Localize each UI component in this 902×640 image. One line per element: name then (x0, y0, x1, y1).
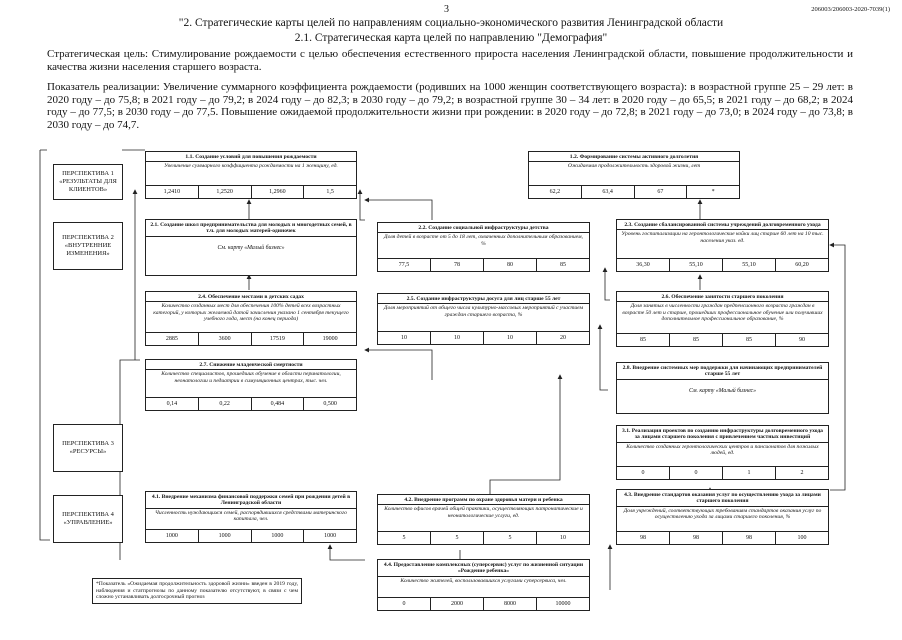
goal-title: 2.8. Внедрение системных мер поддержки для начинающих предпринимателей старше 55 лет (622, 365, 823, 378)
goal-value: 2 (775, 467, 828, 479)
goal-indicator: Количество специалистов, прошедших обучение в области перинатологии, неонатологии и педиатрии в симуляционных центрах, тыс. чел. (146, 369, 356, 385)
goal-box-1-1 (145, 151, 357, 199)
goal-value: 85 (722, 334, 775, 346)
goal-box-4-1 (145, 491, 357, 543)
perspective-2-label: ПЕРСПЕКТИВА 2 «ВНУТРЕННИЕ ИЗМЕНЕНИЯ» (53, 222, 123, 270)
goal-title: 1.2. Формирование системы активного долголетия (569, 154, 699, 160)
goal-value: 0 (402, 601, 406, 607)
goal-value: 10 (401, 335, 407, 341)
goal-box-4-3 (616, 489, 829, 545)
goal-value: 98 (669, 532, 722, 544)
goal-value: 1,2520 (198, 186, 251, 198)
goal-values (146, 529, 356, 542)
goal-indicator: Доля занятых в численности граждан предпенсионного возраста граждан в возрасте 50 лет и старше, прошедших профессиональное обучение или получивших дополнительное профессиональное образование, % (617, 301, 828, 323)
goal-values (617, 258, 828, 271)
goal-value: 1000 (251, 530, 304, 542)
goal-value: 19000 (303, 333, 356, 345)
goal-indicator: Количество жителей, воспользовавшихся услугами суперсервиса, чел. (378, 576, 589, 585)
goal-value: 20 (536, 332, 589, 344)
goal-value: 0 (669, 467, 722, 479)
perspective-1-label: ПЕРСПЕКТИВА 1 «РЕЗУЛЬТАТЫ ДЛЯ КЛИЕНТОВ» (53, 164, 123, 200)
goal-value: 55,10 (669, 259, 722, 271)
perspective-4-label: ПЕРСПЕКТИВА 4 «УПРАВЛЕНИЕ» (53, 495, 123, 543)
goal-value: 2885 (165, 336, 178, 342)
subsection-title: 2.1. Стратегическая карта целей по направлению "Демография" (294, 32, 608, 44)
goal-reference-note: См. карту «Малый бизнес» (617, 379, 828, 397)
goal-value: 0,22 (198, 398, 251, 410)
goal-values (378, 258, 589, 271)
goal-values (617, 531, 828, 544)
goal-value: 63,4 (581, 186, 634, 198)
goal-indicator: Доля детей в возрасте от 5 до 18 лет, охваченных дополнительным образованием, % (378, 232, 589, 248)
section-title: "2. Стратегические карты целей по направлениям социально-экономического развития Ленинградской области (178, 17, 724, 29)
goal-value: 60,20 (775, 259, 828, 271)
goal-title: 1.1. Создание условий для повышения рождаемости (185, 154, 317, 160)
goal-values (378, 531, 589, 544)
goal-value: 90 (775, 334, 828, 346)
goal-value: 0 (641, 470, 645, 476)
goal-title: 4.3. Внедрение стандартов оказания услуг по осуществлению ухода за лицами старшего поколения (624, 492, 821, 505)
goal-indicator: Количество созданных мест для обеспечения 100% детей всех возрастных категорий, у которых желаемой датой зачисления указано 1 сентября текущего учебного года, мест (на конец периода) (146, 301, 356, 323)
goal-value: 1000 (165, 533, 178, 539)
goal-value: 100 (775, 532, 828, 544)
goal-indicator: Увеличение суммарного коэффициента рождаемости на 1 женщину, ед. (146, 161, 356, 170)
goal-title: 2.4. Обеспечение местами в детских садах (198, 294, 304, 300)
page-number: 3 (444, 4, 449, 15)
goal-value: 80 (483, 259, 536, 271)
goal-value: 10000 (536, 598, 589, 610)
goal-value: 85 (669, 334, 722, 346)
goal-title: 3.1. Реализация проектов по созданию инфраструктуры долговременного ухода за лицами старшего поколения с привлечением частных инвестиций (622, 428, 823, 441)
goal-indicator: Ожидаемая продолжительность здоровой жизни, лет (529, 161, 739, 170)
goal-box-4-2 (377, 494, 590, 545)
goal-value: 1000 (303, 530, 356, 542)
goal-value: 78 (430, 259, 483, 271)
goal-value: 1 (722, 467, 775, 479)
goal-value: 98 (722, 532, 775, 544)
goal-title: 2.7. Снижение младенческой смертности (199, 362, 303, 368)
goal-value: 5 (402, 535, 406, 541)
goal-values (378, 597, 589, 610)
goal-value: 85 (536, 259, 589, 271)
goal-value: 1,2960 (251, 186, 304, 198)
goal-box-2-4 (145, 291, 357, 346)
goal-title: 4.4. Предоставление комплексных (суперсервис) услуг по жизненной ситуации «Рождение ребенка» (383, 562, 584, 575)
goal-box-1-2 (528, 151, 740, 199)
goal-values (617, 333, 828, 346)
goal-indicator: Уровень госпитализации на геронтологические койки лиц старше 60 лет на 10 тыс. населения указ. ед. (617, 229, 828, 245)
goal-values (146, 397, 356, 410)
goal-value: 10 (430, 332, 483, 344)
goal-box-2-5 (377, 293, 590, 345)
goal-value: 3600 (198, 333, 251, 345)
goal-title: 2.5. Создание инфраструктуры досуга для лиц старше 55 лет (406, 296, 561, 302)
goal-value: 1,2410 (163, 189, 181, 195)
goal-value: 1000 (198, 530, 251, 542)
goal-title: 2.2. Создание социальной инфраструктуры детства (418, 225, 549, 231)
strategic-goal: Стратегическая цель: Стимулирование рождаемости с целью обеспечения естественного прироста населения Ленинградской области, повышение продолжительности и качества жизни населения старшего возраста. (47, 48, 853, 73)
goal-values (146, 332, 356, 345)
goal-value: 55,10 (722, 259, 775, 271)
goal-box-2-3 (616, 219, 829, 272)
goal-value: 0,500 (303, 398, 356, 410)
goal-box-4-4 (377, 559, 590, 611)
goal-value: * (686, 186, 739, 198)
goal-title: 4.2. Внедрение программ по охране здоровья матери и ребенка (404, 497, 563, 503)
goal-value: 67 (634, 186, 687, 198)
goal-indicator: Доля мероприятий от общего числа культурно-массовых мероприятий с участием граждан старшего возраста, % (378, 303, 589, 319)
goal-value: 5 (483, 532, 536, 544)
goal-value: 85 (640, 337, 646, 343)
goal-value: 77,5 (398, 262, 410, 268)
goal-value: 17519 (251, 333, 304, 345)
goal-value: 0,14 (166, 401, 178, 407)
goal-box-2-2 (377, 222, 590, 272)
perspective-3-label: ПЕРСПЕКТИВА 3 «РЕСУРСЫ» (53, 424, 123, 472)
goal-indicator: Численность нуждающихся семей, распорядившихся средствами материнского капитала, чел. (146, 508, 356, 524)
goal-values (378, 331, 589, 344)
goal-reference-note: См. карту «Малый бизнес» (146, 236, 356, 254)
goal-value: 2000 (430, 598, 483, 610)
goal-values (529, 185, 739, 198)
goal-title: 4.1. Внедрение механизма финансовой поддержки семей при рождении детей в Ленинградской области (151, 494, 351, 507)
goal-title: 2.6. Обеспечение занятости старшего поколения (661, 294, 784, 300)
goal-indicator: Количество офисов врачей общей практики, осуществляющих патронатические и неонатологические услуги, ед. (378, 504, 589, 520)
goal-box-2-1 (145, 219, 357, 276)
goal-value: 5 (430, 532, 483, 544)
goal-value: 98 (640, 535, 646, 541)
goal-title: 2.1. Создание школ предпринимательства для молодых и многодетных семей, в т.ч. для молодых матерей-одиночек (150, 222, 352, 235)
goal-values (146, 185, 356, 198)
document-id: 206003/206003-2020-7039(1) (811, 6, 890, 13)
goal-value: 10 (483, 332, 536, 344)
goal-values (617, 466, 828, 479)
footnote: *Показатель «Ожидаемая продолжительность здоровой жизни» введен в 2019 году, наблюдения и статпрогнозы по данному показателю отсутствуют, в связи с чем сложно устанавливать долгосрочный прогноз (92, 578, 302, 604)
goal-value: 8000 (483, 598, 536, 610)
implementation-indicator: Показатель реализации: Увеличение суммарного коэффициента рождаемости (родивших на 1000 женщин соответствующего возраста): в возрастной группе 25 – 29 лет: в 2020 году – до 75,8; в 2021 году – до 79,2; в 2024 году – до 82,3; в 2030 году – до 79,2; в возрастной группе 30 – 34 лет: в 2020 году – до 65,5; в 2021 году – до 68,2; в 2024 году – до 77,5; в 2030 году – до 77,5. Повышение ожидаемой продолжительности жизни при рождении: в 2020 году – до 72,8; в 2021 году – до 73,0; в 2024 году – до 73,8; в 2030 году – до 74,7. (47, 81, 853, 131)
goal-value: 36,30 (636, 262, 650, 268)
goal-indicator: Доля учреждений, соответствующих требованиям стандартов оказания услуг по осуществлению ухода за лицами старшего поколения, % (617, 506, 828, 522)
goal-box-2-7 (145, 359, 357, 411)
goal-value: 1,5 (303, 186, 356, 198)
goal-box-2-6 (616, 291, 829, 347)
goal-indicator: Количество созданных геронтологических центров и пансионатов для пожилых людей, ед. (617, 442, 828, 458)
goal-box-3-1 (616, 425, 829, 480)
goal-value: 0,484 (251, 398, 304, 410)
goal-title: 2.3. Создание сбалансированной системы учреждений долговременного ухода (624, 222, 821, 228)
goal-value: 62,2 (549, 189, 561, 195)
goal-box-2-8 (616, 362, 829, 414)
goal-value: 10 (536, 532, 589, 544)
